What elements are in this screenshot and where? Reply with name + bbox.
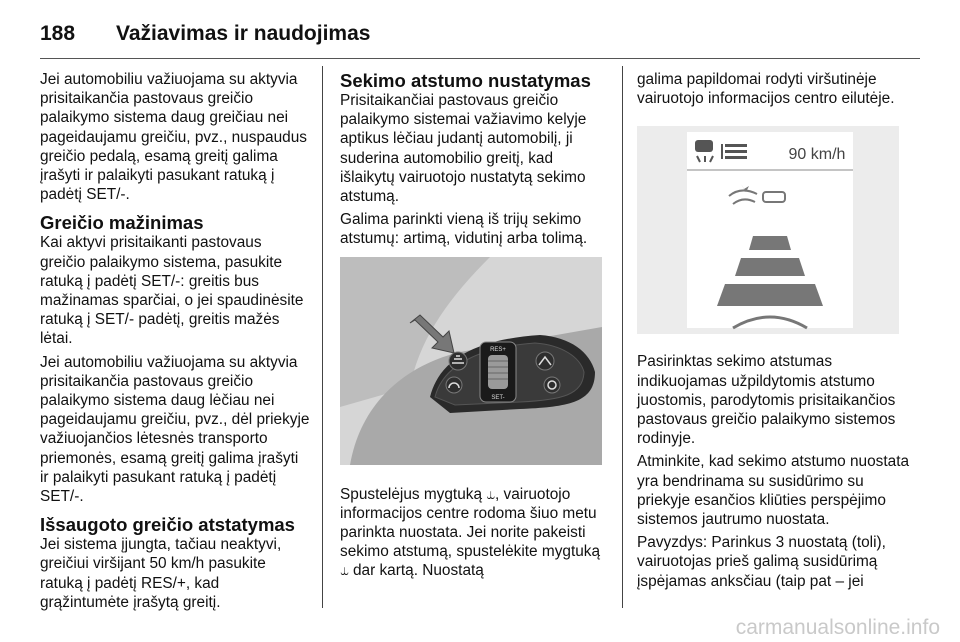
collision-alert-button [536,352,554,370]
page-header [40,14,370,54]
follow-distance-button [449,352,467,370]
driver-info-display-figure [637,126,899,334]
follow-distance-inline-icon: ⥿ [486,485,495,503]
column-left [40,70,310,616]
paragraph: Atminkite, kad sekimo atstumo nuostata yra bendrinama su susidūrimo su priekyje esančios kliūties perspėjimo sistemos jautrumo nuostata. [637,453,910,529]
paragraph: Pavyzdys: Parinkus 3 nuostatą (toli), vairuotojas prieš galimą susidūrimą įspėjamas anksčiau (taip pat – jei [637,534,886,590]
thumbwheel [488,355,508,389]
watermark: carmanualsonline.info [735,616,940,639]
distance-bar-1 [749,236,791,250]
cruise-button [446,377,462,393]
paragraph: Jei automobiliu važiuojama su aktyvia prisitaikančia pastovaus greičio palaikymo sistema daug greičiau nei pageidaujamu greičiu, pvz., nuspaudus greičio pedalą, esamą greitį galima įrašyti ir palaikyti pasukant ratuką į padėtį SET/-. [40,71,307,204]
follow-distance-inline-icon: ⥿ [340,562,349,580]
chapter-title: Važiavimas ir naudojimas [116,22,371,45]
column-middle [340,70,610,585]
section-heading-speed-reduce: Greičio mažinimas [40,212,204,234]
distance-bar-3 [717,284,823,306]
paragraph: galima papildomai rodyti viršutinėje vairuotojo informacijos centro eilutėje. [637,71,895,108]
section-heading-resume-speed: Išsaugoto greičio atstatymas [40,514,295,536]
paragraph: Spustelėjus mygtuką ⥿, vairuotojo informacijos centre rodoma šiuo metu parinkta nuostata. Jei norite pakeisti sekimo atstumą, spustelėkite mygtuką ⥿ dar kartą. Nuostatą [340,485,601,580]
paragraph: Prisitaikančiai pastovaus greičio palaikymo sistemai važiavimo kelyje aptikus lėčiau judantį automobilį, ji suderina automobilio greitį, kad išlaikytų vairuotojo nustatytą sekimo atstumą. [340,92,587,206]
paragraph: Jei sistema įjungta, tačiau neaktyvi, greičiui viršijant 50 km/h pasukite ratuką į padėtį RES/+, kad grąžintumėte įrašytą greitį. [40,536,282,611]
steering-wheel-controls-figure [340,257,602,465]
distance-bar-2 [735,258,805,276]
column-divider [322,66,323,608]
paragraph: Pasirinktas sekimo atstumas indikuojamas užpildytomis atstumo juostomis, parodytomis prisitaikančios pastovaus greičio palaikymo sistemos rodinyje. [637,353,896,448]
section-heading-follow-distance: Sekimo atstumo nustatymas [340,70,591,91]
set-label: SET- [491,394,505,401]
header-rule [40,58,920,59]
page-number: 188 [40,22,76,45]
column-right [637,70,917,595]
paragraph: Jei automobiliu važiuojama su aktyvia prisitaikančia pastovaus greičio palaikymo sistema daug lėčiau nei pageidaujamu greičiu, pvz., dėl priekyje važiuojančios lėtesnės transporto priemonės, esamą greitį galima įrašyti ir palaikyti pasukant ratuką į padėtį SET/-. [40,353,310,506]
speed-limiter-button [544,377,560,393]
paragraph: Kai aktyvi prisitaikanti pastovaus greičio palaikymo sistema, pasukite ratuką į padėtį SET/-: greitis bus mažinamas sparčiai, o jei spaudinėsite ratuką į SET/- padėtį, greitis mažės lėtai. [40,234,304,348]
column-divider [622,66,623,608]
res-label: RES+ [490,346,506,353]
paragraph: Galima parinkti vieną iš trijų sekimo atstumų: artimą, vidutinį arba tolimą. [340,211,588,248]
set-speed-readout: 90 km/h [788,146,846,164]
